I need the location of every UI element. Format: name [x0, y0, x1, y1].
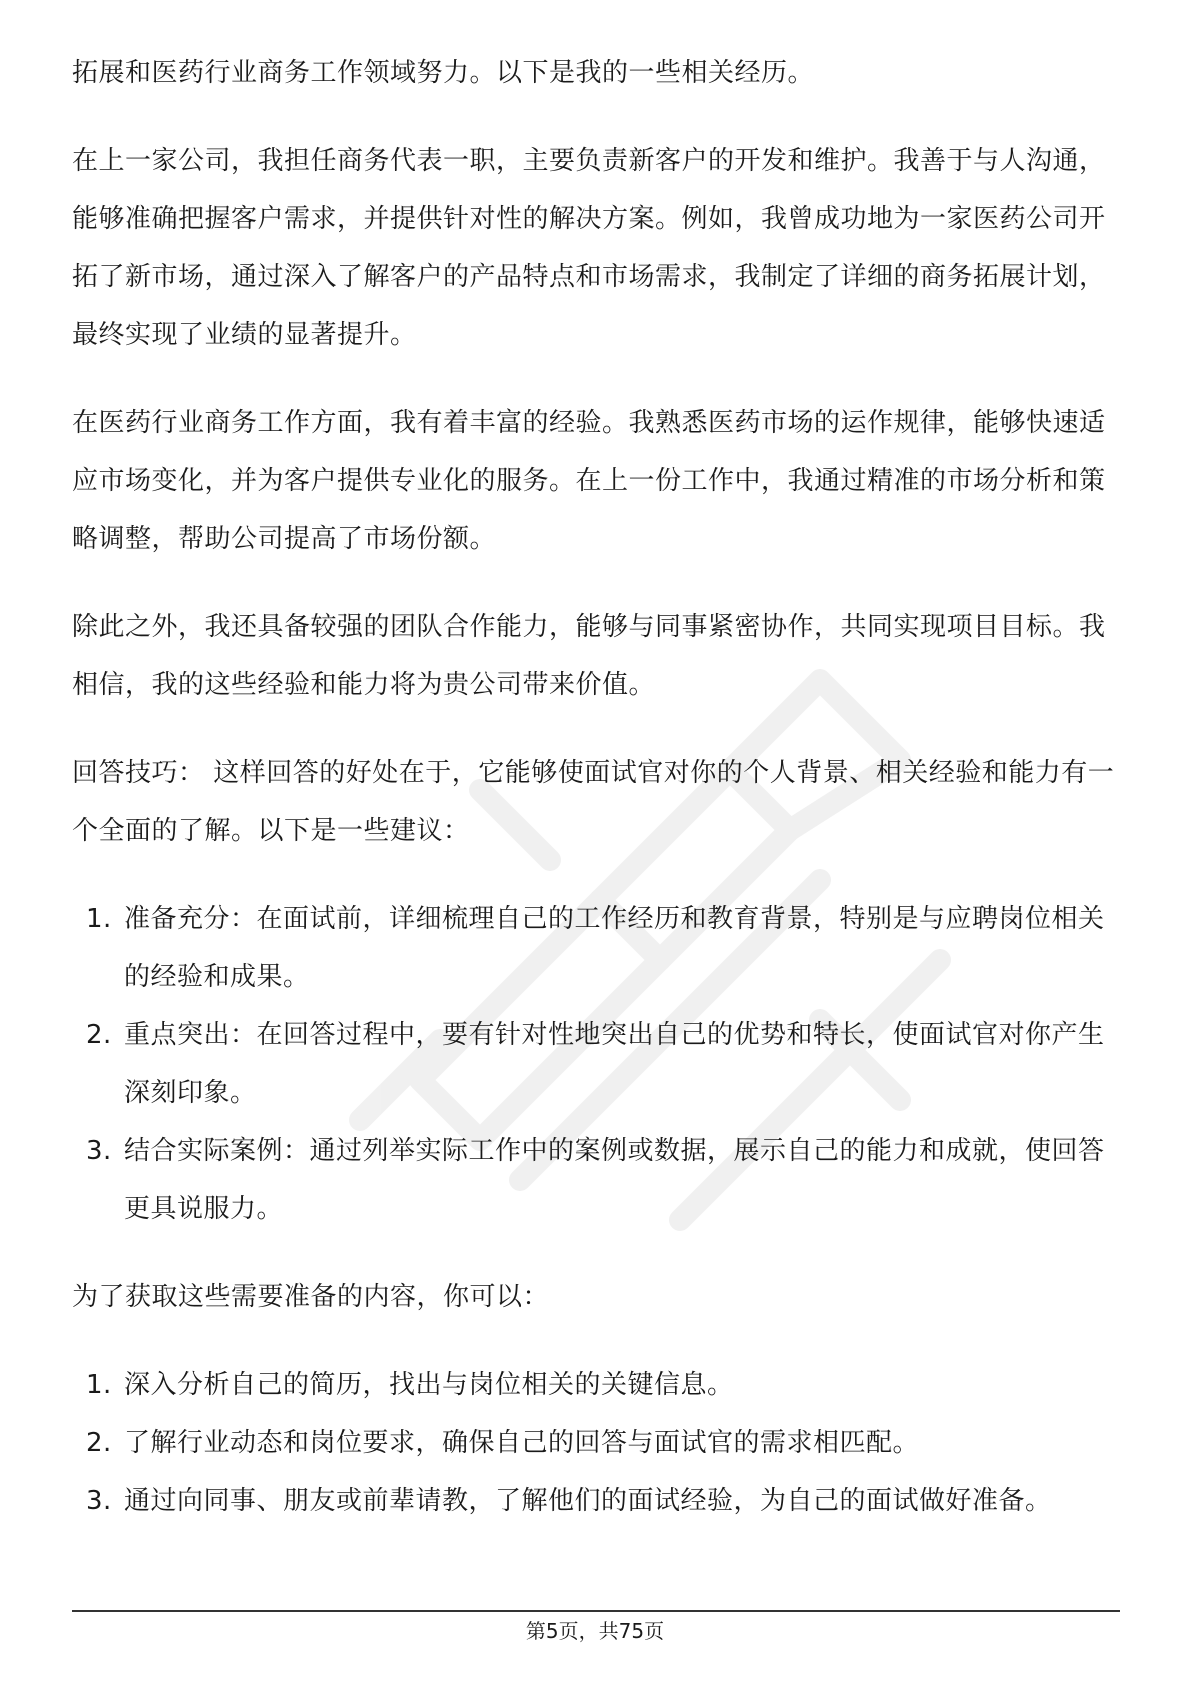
paragraph-intro: 拓展和医药行业商务工作领域努力。以下是我的一些相关经历。 [72, 58, 815, 88]
list-item [72, 1472, 1120, 1530]
main-content [72, 44, 1120, 1560]
list-text: 准备充分：在面试前，详细梳理自己的工作经历和教育背景，特别是与应聘岗位相关的经验和成果。 [124, 904, 1105, 992]
list-text: 深入分析自己的简历，找出与岗位相关的关键信息。 [124, 1370, 734, 1400]
list-text: 重点突出：在回答过程中，要有针对性地突出自己的优势和特长，使面试官对你产生深刻印象。 [124, 1020, 1105, 1108]
tips-list [72, 890, 1120, 1238]
paragraph-prep-intro: 为了获取这些需要准备的内容，你可以： [72, 1282, 550, 1312]
paragraph-answer-tips: 回答技巧： 这样回答的好处在于，它能够使面试官对你的个人背景、相关经验和能力有一个全面的了解。以下是一些建议： [72, 758, 1115, 846]
list-text: 结合实际案例：通过列举实际工作中的案例或数据，展示自己的能力和成就，使回答更具说服力。 [124, 1136, 1105, 1224]
list-text: 了解行业动态和岗位要求，确保自己的回答与面试官的需求相匹配。 [124, 1428, 920, 1458]
paragraph-teamwork: 除此之外，我还具备较强的团队合作能力，能够与同事紧密协作，共同实现项目目标。我相信，我的这些经验和能力将为贵公司带来价值。 [72, 612, 1106, 700]
list-number: 3. [86, 1136, 112, 1166]
list-item [72, 1122, 1120, 1238]
list-text: 通过向同事、朋友或前辈请教，了解他们的面试经验，为自己的面试做好准备。 [124, 1486, 1052, 1516]
footer-divider [72, 1610, 1120, 1612]
page-number: 第5页，共75页 [525, 1619, 665, 1643]
list-number: 2. [86, 1428, 112, 1458]
paragraph-previous-company: 在上一家公司，我担任商务代表一职，主要负责新客户的开发和维护。我善于与人沟通，能够准确把握客户需求，并提供针对性的解决方案。例如，我曾成功地为一家医药公司开拓了新市场，通过深入了解客户的产品特点和市场需求，我制定了详细的商务拓展计划，最终实现了业绩的显著提升。 [72, 146, 1106, 350]
list-item [72, 1356, 1120, 1414]
list-item [72, 1414, 1120, 1472]
list-item [72, 1006, 1120, 1122]
paragraph-industry-experience: 在医药行业商务工作方面，我有着丰富的经验。我熟悉医药市场的运作规律，能够快速适应市场变化，并为客户提供专业化的服务。在上一份工作中，我通过精准的市场分析和策略调整，帮助公司提高了市场份额。 [72, 408, 1106, 554]
list-number: 3. [86, 1486, 112, 1516]
list-number: 2. [86, 1020, 112, 1050]
list-number: 1. [86, 1370, 112, 1400]
prep-list [72, 1356, 1120, 1530]
list-item [72, 890, 1120, 1006]
list-number: 1. [86, 904, 112, 934]
